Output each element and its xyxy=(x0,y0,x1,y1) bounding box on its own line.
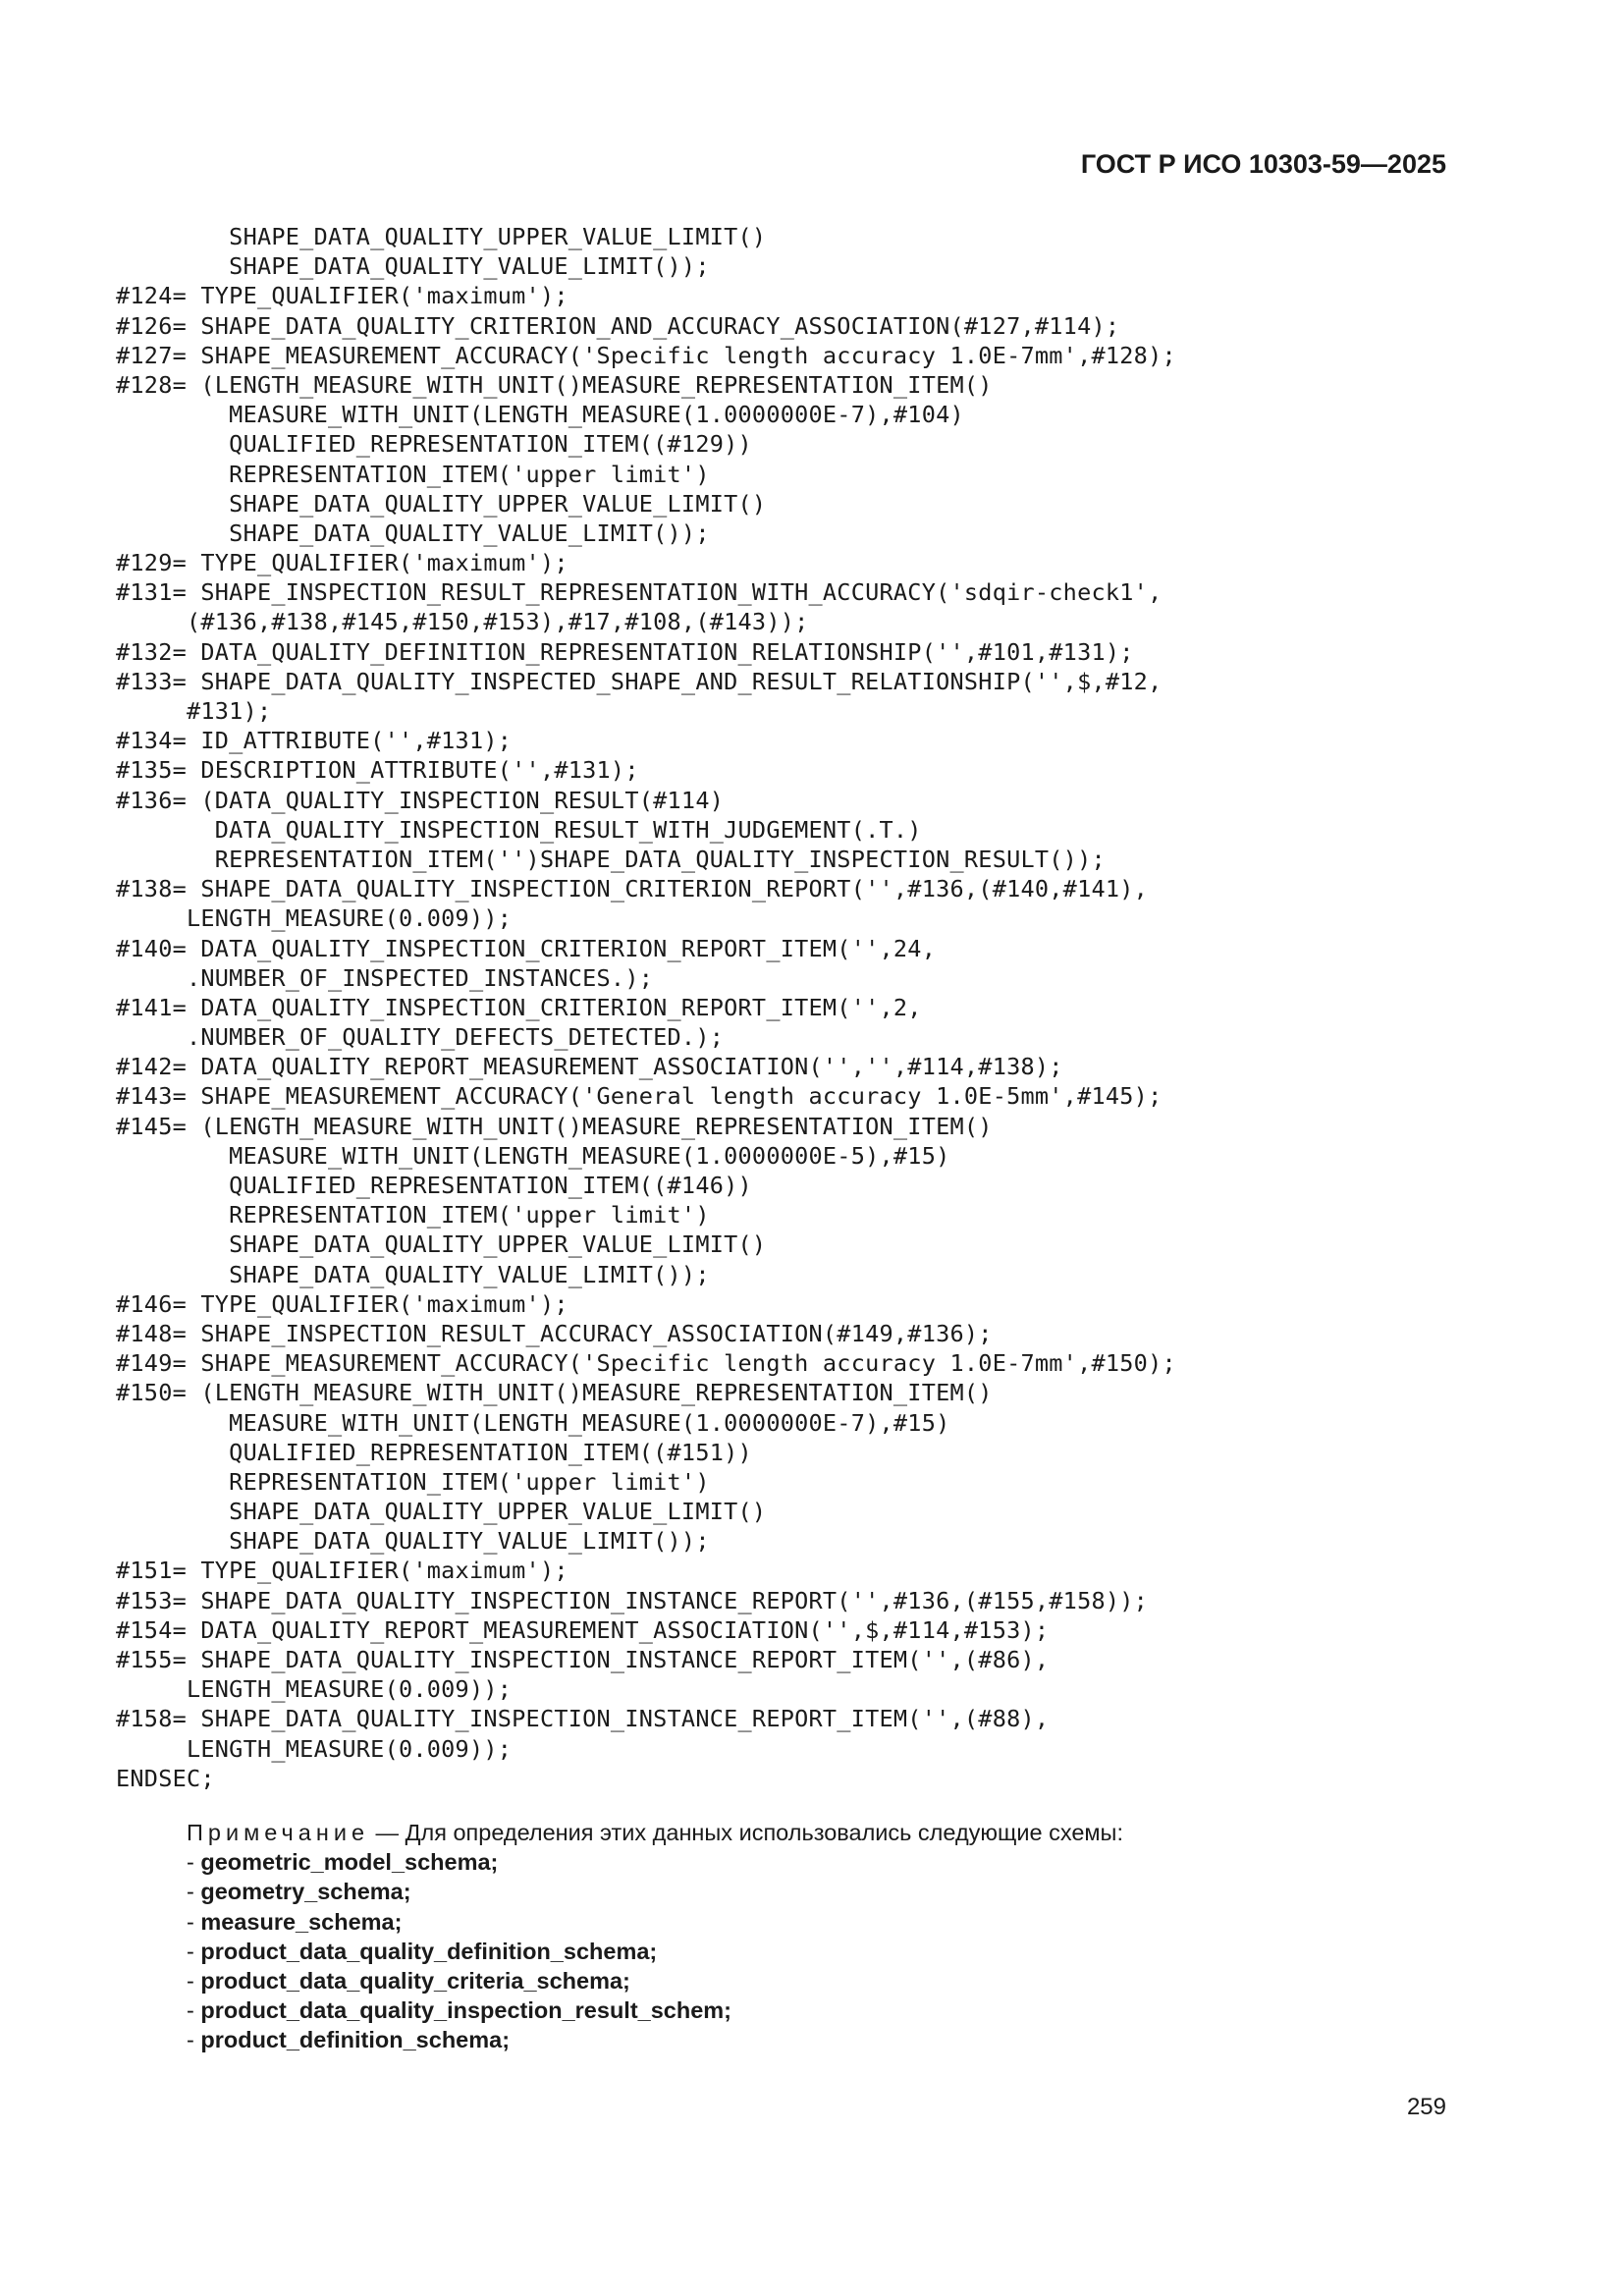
page-number: 259 xyxy=(1406,2094,1446,2120)
list-bullet: - xyxy=(187,1879,201,1905)
list-bullet: - xyxy=(187,1997,201,2024)
schema-name: geometry_schema; xyxy=(200,1879,411,1905)
code-line: #140= DATA_QUALITY_INSPECTION_CRITERION_REPORT_ITEM('',24, xyxy=(116,934,937,962)
code-line: QUALIFIED_REPRESENTATION_ITEM((#146)) xyxy=(116,1172,752,1199)
code-line: MEASURE_WITH_UNIT(LENGTH_MEASURE(1.0000000E-7),#104) xyxy=(116,401,964,429)
code-line: #154= DATA_QUALITY_REPORT_MEASUREMENT_ASSOCIATION('',$,#114,#153); xyxy=(116,1615,1050,1644)
note-block xyxy=(187,1818,1463,2055)
code-line: SHAPE_DATA_QUALITY_VALUE_LIMIT()); xyxy=(116,1527,710,1556)
code-line: MEASURE_WITH_UNIT(LENGTH_MEASURE(1.0000000E-7),#15) xyxy=(116,1408,950,1437)
code-line: #131= SHAPE_INSPECTION_RESULT_REPRESENTATION_WITH_ACCURACY('sdqir-check1', xyxy=(116,578,1163,607)
schema-list-item xyxy=(187,1966,1463,1995)
schema-name: product_definition_schema; xyxy=(200,2027,511,2053)
code-line: #151= TYPE_QUALIFIER('maximum'); xyxy=(116,1557,568,1585)
code-line: SHAPE_DATA_QUALITY_UPPER_VALUE_LIMIT() xyxy=(116,1230,767,1259)
code-line: SHAPE_DATA_QUALITY_UPPER_VALUE_LIMIT() xyxy=(116,1498,767,1526)
code-line: SHAPE_DATA_QUALITY_VALUE_LIMIT()); xyxy=(116,1260,710,1288)
code-line: #158= SHAPE_DATA_QUALITY_INSPECTION_INSTANCE_REPORT_ITEM('',(#88), xyxy=(116,1705,1050,1733)
code-line: #134= ID_ATTRIBUTE('',#131); xyxy=(116,727,513,755)
schema-list xyxy=(187,1847,1463,2054)
code-line: QUALIFIED_REPRESENTATION_ITEM((#129)) xyxy=(116,430,752,459)
code-line: #145= (LENGTH_MEASURE_WITH_UNIT()MEASURE_REPRESENTATION_ITEM() xyxy=(116,1112,993,1140)
code-line: LENGTH_MEASURE(0.009)); xyxy=(116,1734,513,1763)
code-line: SHAPE_DATA_QUALITY_VALUE_LIMIT()); xyxy=(116,519,710,547)
code-line: #124= TYPE_QUALIFIER('maximum'); xyxy=(116,282,568,310)
schema-list-item xyxy=(187,1995,1463,2025)
code-line: REPRESENTATION_ITEM('')SHAPE_DATA_QUALITY_INSPECTION_RESULT()); xyxy=(116,845,1106,873)
code-line: LENGTH_MEASURE(0.009)); xyxy=(116,904,513,933)
code-line: SHAPE_DATA_QUALITY_UPPER_VALUE_LIMIT() xyxy=(116,489,767,518)
list-bullet: - xyxy=(187,1908,201,1935)
code-line: #136= (DATA_QUALITY_INSPECTION_RESULT(#114) xyxy=(116,786,725,814)
note-label: Примечание xyxy=(187,1820,370,1845)
list-bullet: - xyxy=(187,2027,201,2053)
code-line: #142= DATA_QUALITY_REPORT_MEASUREMENT_ASSOCIATION('','',#114,#138); xyxy=(116,1053,1063,1081)
code-line: DATA_QUALITY_INSPECTION_RESULT_WITH_JUDGEMENT(.T.) xyxy=(116,815,922,844)
list-bullet: - xyxy=(187,1938,201,1964)
code-line: #153= SHAPE_DATA_QUALITY_INSPECTION_INSTANCE_REPORT('',#136,(#155,#158)); xyxy=(116,1586,1149,1614)
code-line: SHAPE_DATA_QUALITY_UPPER_VALUE_LIMIT() xyxy=(116,223,767,250)
code-line: #155= SHAPE_DATA_QUALITY_INSPECTION_INSTANCE_REPORT_ITEM('',(#86), xyxy=(116,1646,1050,1673)
code-line: #128= (LENGTH_MEASURE_WITH_UNIT()MEASURE_REPRESENTATION_ITEM() xyxy=(116,370,993,399)
code-line: #131); xyxy=(116,697,272,725)
code-line: .NUMBER_OF_INSPECTED_INSTANCES.); xyxy=(116,963,654,992)
code-line: MEASURE_WITH_UNIT(LENGTH_MEASURE(1.0000000E-5),#15) xyxy=(116,1141,950,1170)
code-line: #149= SHAPE_MEASUREMENT_ACCURACY('Specific length accuracy 1.0E-7mm',#150); xyxy=(116,1349,1176,1378)
schema-name: product_data_quality_definition_schema; xyxy=(200,1938,658,1964)
code-line: #150= (LENGTH_MEASURE_WITH_UNIT()MEASURE_REPRESENTATION_ITEM() xyxy=(116,1379,993,1407)
schema-list-item xyxy=(187,1877,1463,1906)
schema-list-item xyxy=(187,1907,1463,1937)
code-line: #133= SHAPE_DATA_QUALITY_INSPECTED_SHAPE_AND_RESULT_RELATIONSHIP('',$,#12, xyxy=(116,667,1163,695)
code-line: #143= SHAPE_MEASUREMENT_ACCURACY('General length accuracy 1.0E-5mm',#145); xyxy=(116,1082,1163,1111)
list-bullet: - xyxy=(187,1849,201,1876)
code-line: QUALIFIED_REPRESENTATION_ITEM((#151)) xyxy=(116,1438,752,1466)
list-bullet: - xyxy=(187,1968,201,1995)
code-line: .NUMBER_OF_QUALITY_DEFECTS_DETECTED.); xyxy=(116,1023,725,1052)
step-code-listing xyxy=(116,222,1471,1793)
schema-name: geometric_model_schema; xyxy=(200,1849,499,1876)
schema-list-item xyxy=(187,1937,1463,1966)
code-line: (#136,#138,#145,#150,#153),#17,#108,(#143)); xyxy=(116,608,809,636)
code-line: #126= SHAPE_DATA_QUALITY_CRITERION_AND_ACCURACY_ASSOCIATION(#127,#114); xyxy=(116,311,1120,340)
schema-list-item xyxy=(187,2025,1463,2054)
code-line: #138= SHAPE_DATA_QUALITY_INSPECTION_CRITERION_REPORT('',#136,(#140,#141), xyxy=(116,875,1149,903)
document-header xyxy=(1081,149,1446,180)
standard-id: ГОСТ Р ИСО 10303-59—2025 xyxy=(1080,149,1446,179)
code-line: #148= SHAPE_INSPECTION_RESULT_ACCURACY_ASSOCIATION(#149,#136); xyxy=(116,1319,993,1347)
code-line: REPRESENTATION_ITEM('upper limit') xyxy=(116,1201,710,1230)
code-line: #135= DESCRIPTION_ATTRIBUTE('',#131); xyxy=(116,756,639,785)
schema-name: product_data_quality_criteria_schema; xyxy=(200,1968,630,1995)
code-line: SHAPE_DATA_QUALITY_VALUE_LIMIT()); xyxy=(116,252,710,281)
schema-list-item xyxy=(187,1847,1463,1877)
note-intro xyxy=(187,1818,1463,1847)
schema-name: product_data_quality_inspection_result_schem; xyxy=(200,1997,732,2024)
code-line: #141= DATA_QUALITY_INSPECTION_CRITERION_REPORT_ITEM('',2, xyxy=(116,993,922,1021)
code-line: ENDSEC; xyxy=(116,1764,215,1792)
schema-name: measure_schema; xyxy=(200,1908,403,1935)
code-line: REPRESENTATION_ITEM('upper limit') xyxy=(116,1467,710,1496)
code-line: #132= DATA_QUALITY_DEFINITION_REPRESENTATION_RELATIONSHIP('',#101,#131); xyxy=(116,637,1134,666)
code-line: LENGTH_MEASURE(0.009)); xyxy=(116,1675,513,1704)
code-line: #146= TYPE_QUALIFIER('maximum'); xyxy=(116,1289,568,1318)
code-line: #129= TYPE_QUALIFIER('maximum'); xyxy=(116,549,568,577)
code-line: REPRESENTATION_ITEM('upper limit') xyxy=(116,460,710,488)
code-line: #127= SHAPE_MEASUREMENT_ACCURACY('Specific length accuracy 1.0E-7mm',#128); xyxy=(116,341,1176,369)
note-text: — Для определения этих данных использовались следующие схемы: xyxy=(369,1820,1123,1845)
